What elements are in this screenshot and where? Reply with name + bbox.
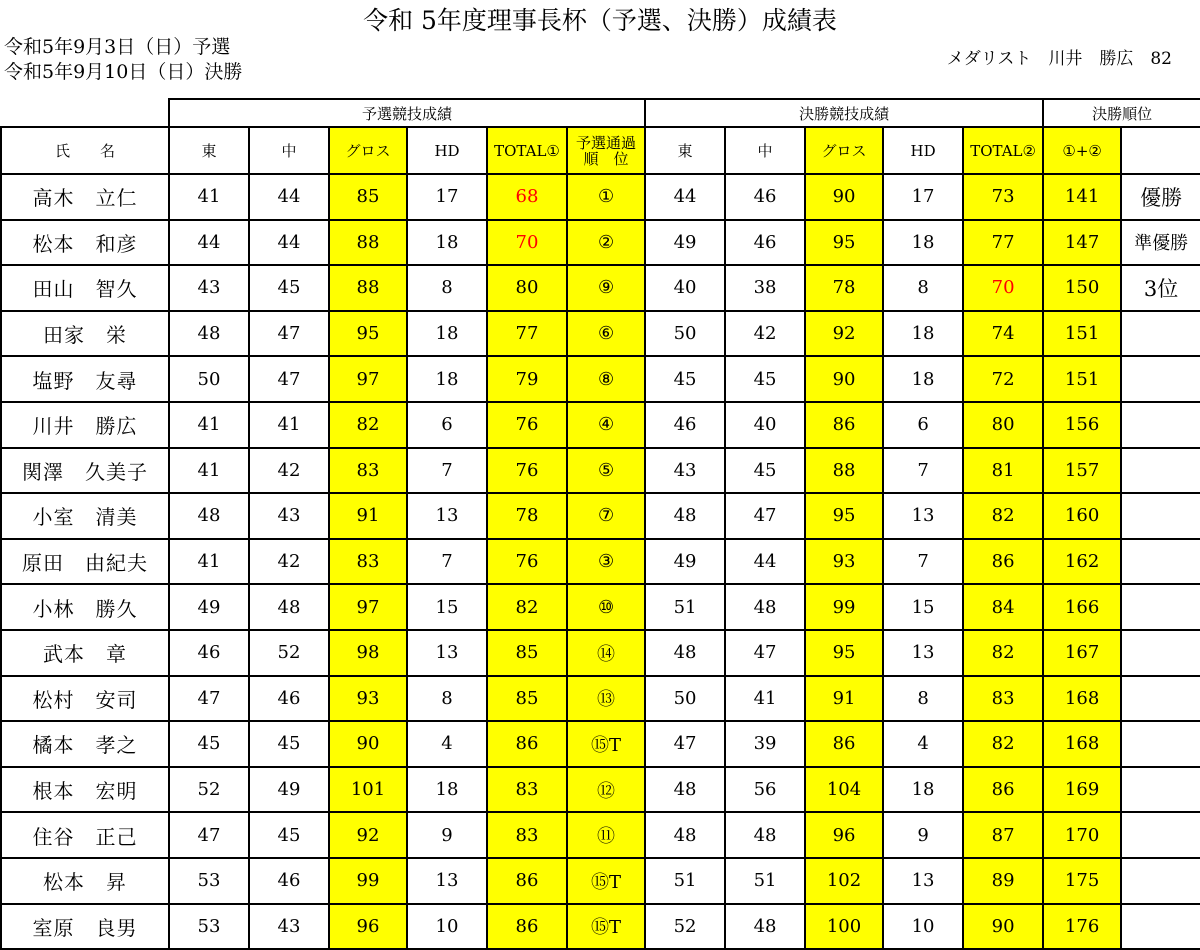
cell-final-middle: 41 [725,676,805,722]
cell-prelim-gross: 91 [329,493,407,539]
cell-pass-rank: ⑫ [567,767,645,813]
cell-pass-rank: ⑨ [567,265,645,311]
cell-name: 高木 立仁 [1,174,169,220]
cell-final-gross: 99 [805,584,883,630]
cell-pass-rank: ① [567,174,645,220]
cell-sum: 151 [1043,356,1121,402]
col-pass-rank-line2: 順 位 [583,149,629,168]
cell-name: 住谷 正己 [1,812,169,858]
cell-total2: 72 [963,356,1043,402]
cell-total2: 82 [963,493,1043,539]
cell-prelim-gross: 97 [329,356,407,402]
cell-prelim-gross: 83 [329,539,407,585]
cell-final-hd: 13 [883,858,963,904]
cell-prelim-gross: 83 [329,448,407,494]
cell-prelim-gross: 90 [329,721,407,767]
cell-prelim-east: 45 [169,721,249,767]
cell-final-hd: 10 [883,904,963,950]
cell-pass-rank: ⑬ [567,676,645,722]
cell-prelim-middle: 42 [249,448,329,494]
table-row [1,402,1200,448]
cell-total2: 82 [963,721,1043,767]
cell-final-east: 47 [645,721,725,767]
cell-name: 小林 勝久 [1,584,169,630]
cell-prelim-hd: 7 [407,539,487,585]
col-pass-rank-line1: 予選通過 [576,133,637,152]
cell-total2: 82 [963,630,1043,676]
table-row [1,493,1200,539]
cell-prelim-hd: 18 [407,220,487,266]
cell-final-east: 46 [645,402,725,448]
cell-final-middle: 45 [725,356,805,402]
cell-final-gross: 90 [805,356,883,402]
cell-pass-rank: ⑥ [567,311,645,357]
cell-pass-rank: ⑦ [567,493,645,539]
table-row [1,858,1200,904]
cell-pass-rank: ⑧ [567,356,645,402]
cell-name: 関澤 久美子 [1,448,169,494]
cell-final-east: 52 [645,904,725,950]
cell-prelim-middle: 45 [249,265,329,311]
cell-final-east: 50 [645,311,725,357]
table-row [1,356,1200,402]
cell-sum: 175 [1043,858,1121,904]
cell-prelim-hd: 9 [407,812,487,858]
cell-prelim-east: 48 [169,311,249,357]
cell-final-gross: 86 [805,721,883,767]
cell-final-middle: 42 [725,311,805,357]
cell-prelim-middle: 41 [249,402,329,448]
cell-name: 塩野 友尋 [1,356,169,402]
cell-prelim-middle: 49 [249,767,329,813]
cell-final-east: 48 [645,812,725,858]
cell-total2: 86 [963,767,1043,813]
col-final-hd: HD [883,127,963,174]
cell-prelim-hd: 13 [407,858,487,904]
cell-prelim-east: 46 [169,630,249,676]
cell-prelim-hd: 15 [407,584,487,630]
table-row [1,630,1200,676]
col-prelim-gross: グロス [329,127,407,174]
cell-prelim-middle: 48 [249,584,329,630]
cell-pass-rank: ⑮T [567,721,645,767]
table-row [1,265,1200,311]
cell-prelim-middle: 45 [249,812,329,858]
cell-award [1121,584,1200,630]
cell-final-gross: 90 [805,174,883,220]
cell-pass-rank: ③ [567,539,645,585]
cell-final-east: 49 [645,220,725,266]
cell-final-gross: 95 [805,493,883,539]
cell-prelim-gross: 96 [329,904,407,950]
table-row [1,721,1200,767]
cell-award [1121,676,1200,722]
cell-final-hd: 7 [883,539,963,585]
cell-final-hd: 15 [883,584,963,630]
cell-name: 川井 勝広 [1,402,169,448]
cell-prelim-middle: 47 [249,356,329,402]
cell-final-east: 51 [645,858,725,904]
cell-award [1121,630,1200,676]
col-award [1121,127,1200,174]
cell-prelim-hd: 17 [407,174,487,220]
cell-prelim-hd: 6 [407,402,487,448]
cell-prelim-east: 43 [169,265,249,311]
column-header-row [1,127,1200,174]
cell-prelim-hd: 13 [407,630,487,676]
cell-total1: 86 [487,858,567,904]
cell-award [1121,448,1200,494]
cell-award [1121,812,1200,858]
cell-final-gross: 78 [805,265,883,311]
cell-final-middle: 47 [725,630,805,676]
cell-total1: 76 [487,402,567,448]
cell-final-middle: 48 [725,584,805,630]
cell-final-gross: 86 [805,402,883,448]
cell-pass-rank: ⑮T [567,858,645,904]
cell-prelim-gross: 93 [329,676,407,722]
cell-final-hd: 13 [883,630,963,676]
cell-total1: 70 [487,220,567,266]
cell-sum: 141 [1043,174,1121,220]
cell-prelim-east: 47 [169,676,249,722]
table-row [1,174,1200,220]
cell-total1: 78 [487,493,567,539]
cell-prelim-hd: 8 [407,676,487,722]
cell-final-hd: 18 [883,220,963,266]
cell-sum: 176 [1043,904,1121,950]
cell-final-gross: 95 [805,630,883,676]
cell-final-gross: 91 [805,676,883,722]
cell-prelim-middle: 44 [249,174,329,220]
cell-total2: 84 [963,584,1043,630]
cell-name: 室原 良男 [1,904,169,950]
cell-total1: 68 [487,174,567,220]
cell-final-hd: 18 [883,356,963,402]
cell-prelim-east: 44 [169,220,249,266]
cell-final-east: 40 [645,265,725,311]
cell-pass-rank: ⑤ [567,448,645,494]
cell-final-middle: 46 [725,174,805,220]
group-header-blank [1,99,169,127]
cell-award [1121,311,1200,357]
cell-prelim-middle: 43 [249,904,329,950]
table-row [1,676,1200,722]
cell-sum: 167 [1043,630,1121,676]
cell-award [1121,402,1200,448]
cell-total2: 81 [963,448,1043,494]
cell-final-gross: 95 [805,220,883,266]
cell-final-middle: 48 [725,904,805,950]
cell-final-east: 49 [645,539,725,585]
cell-final-hd: 17 [883,174,963,220]
cell-prelim-hd: 8 [407,265,487,311]
cell-final-hd: 7 [883,448,963,494]
cell-award: 3位 [1121,265,1200,311]
cell-sum: 168 [1043,676,1121,722]
cell-prelim-hd: 4 [407,721,487,767]
col-final-middle: 中 [725,127,805,174]
cell-prelim-gross: 95 [329,311,407,357]
cell-sum: 162 [1043,539,1121,585]
cell-total2: 89 [963,858,1043,904]
cell-sum: 150 [1043,265,1121,311]
cell-final-east: 45 [645,356,725,402]
cell-award [1121,493,1200,539]
cell-final-middle: 51 [725,858,805,904]
cell-sum: 166 [1043,584,1121,630]
cell-total1: 83 [487,812,567,858]
cell-final-hd: 9 [883,812,963,858]
table-row [1,311,1200,357]
cell-prelim-east: 41 [169,174,249,220]
cell-total1: 76 [487,448,567,494]
cell-total2: 80 [963,402,1043,448]
cell-sum: 156 [1043,402,1121,448]
cell-total1: 85 [487,676,567,722]
cell-final-east: 48 [645,493,725,539]
cell-prelim-east: 50 [169,356,249,402]
table-row [1,220,1200,266]
col-final-gross: グロス [805,127,883,174]
cell-prelim-east: 52 [169,767,249,813]
cell-name: 田山 智久 [1,265,169,311]
cell-sum: 160 [1043,493,1121,539]
cell-final-gross: 93 [805,539,883,585]
cell-prelim-east: 48 [169,493,249,539]
cell-final-gross: 88 [805,448,883,494]
cell-final-middle: 44 [725,539,805,585]
cell-name: 松本 和彦 [1,220,169,266]
cell-prelim-hd: 10 [407,904,487,950]
col-pass-rank [567,127,645,174]
cell-prelim-hd: 18 [407,311,487,357]
results-table [0,98,1200,950]
cell-final-middle: 39 [725,721,805,767]
cell-prelim-east: 41 [169,448,249,494]
cell-total1: 79 [487,356,567,402]
cell-sum: 151 [1043,311,1121,357]
table-row [1,767,1200,813]
cell-name: 松村 安司 [1,676,169,722]
cell-total1: 77 [487,311,567,357]
cell-final-east: 43 [645,448,725,494]
cell-pass-rank: ⑪ [567,812,645,858]
cell-total1: 82 [487,584,567,630]
cell-final-hd: 13 [883,493,963,539]
cell-final-middle: 45 [725,448,805,494]
group-rank-header: 決勝順位 [1043,99,1200,127]
col-sum: ①+② [1043,127,1121,174]
cell-final-east: 50 [645,676,725,722]
group-header-row [1,99,1200,127]
cell-final-hd: 8 [883,265,963,311]
cell-final-gross: 100 [805,904,883,950]
cell-sum: 168 [1043,721,1121,767]
cell-pass-rank: ⑭ [567,630,645,676]
cell-prelim-east: 53 [169,904,249,950]
cell-sum: 157 [1043,448,1121,494]
cell-final-middle: 40 [725,402,805,448]
cell-total2: 77 [963,220,1043,266]
table-row [1,812,1200,858]
cell-name: 根本 宏明 [1,767,169,813]
cell-prelim-gross: 85 [329,174,407,220]
cell-final-middle: 38 [725,265,805,311]
cell-final-hd: 18 [883,767,963,813]
cell-award [1121,858,1200,904]
cell-award [1121,539,1200,585]
cell-total2: 70 [963,265,1043,311]
cell-award: 優勝 [1121,174,1200,220]
cell-prelim-gross: 88 [329,220,407,266]
cell-prelim-gross: 88 [329,265,407,311]
cell-prelim-gross: 101 [329,767,407,813]
page-title: 令和 5年度理事長杯（予選、決勝）成績表 [363,6,837,35]
cell-sum: 169 [1043,767,1121,813]
cell-sum: 147 [1043,220,1121,266]
cell-total1: 86 [487,904,567,950]
cell-award: 準優勝 [1121,220,1200,266]
cell-final-gross: 96 [805,812,883,858]
cell-total2: 83 [963,676,1043,722]
cell-name: 田家 栄 [1,311,169,357]
table-row [1,448,1200,494]
cell-pass-rank: ④ [567,402,645,448]
cell-final-middle: 47 [725,493,805,539]
cell-total1: 80 [487,265,567,311]
cell-prelim-east: 41 [169,539,249,585]
cell-prelim-hd: 18 [407,767,487,813]
cell-total1: 85 [487,630,567,676]
cell-prelim-middle: 46 [249,858,329,904]
cell-final-gross: 104 [805,767,883,813]
cell-prelim-east: 49 [169,584,249,630]
cell-prelim-hd: 7 [407,448,487,494]
cell-prelim-east: 41 [169,402,249,448]
group-prelim-header: 予選競技成績 [169,99,645,127]
col-final-east: 東 [645,127,725,174]
final-date: 令和5年9月10日（日）決勝 [4,61,243,83]
cell-name: 武本 章 [1,630,169,676]
cell-total2: 87 [963,812,1043,858]
cell-prelim-gross: 82 [329,402,407,448]
cell-prelim-middle: 44 [249,220,329,266]
cell-total2: 73 [963,174,1043,220]
cell-prelim-gross: 98 [329,630,407,676]
cell-prelim-middle: 47 [249,311,329,357]
cell-final-gross: 102 [805,858,883,904]
cell-name: 小室 清美 [1,493,169,539]
cell-prelim-gross: 97 [329,584,407,630]
prelim-date: 令和5年9月3日（日）予選 [4,36,231,58]
cell-total1: 76 [487,539,567,585]
cell-prelim-middle: 43 [249,493,329,539]
col-name: 氏 名 [1,127,169,174]
cell-final-east: 44 [645,174,725,220]
cell-prelim-middle: 46 [249,676,329,722]
cell-name: 橘本 孝之 [1,721,169,767]
cell-prelim-hd: 18 [407,356,487,402]
col-prelim-middle: 中 [249,127,329,174]
cell-prelim-gross: 99 [329,858,407,904]
cell-prelim-middle: 45 [249,721,329,767]
cell-prelim-middle: 42 [249,539,329,585]
col-total1: TOTAL① [487,127,567,174]
table-row [1,584,1200,630]
cell-final-hd: 8 [883,676,963,722]
cell-award [1121,721,1200,767]
cell-name: 松本 昇 [1,858,169,904]
cell-final-east: 51 [645,584,725,630]
cell-final-middle: 46 [725,220,805,266]
cell-final-hd: 18 [883,311,963,357]
cell-final-middle: 48 [725,812,805,858]
cell-final-hd: 6 [883,402,963,448]
col-prelim-hd: HD [407,127,487,174]
table-row [1,904,1200,950]
cell-award [1121,767,1200,813]
cell-prelim-gross: 92 [329,812,407,858]
cell-total2: 90 [963,904,1043,950]
cell-total1: 83 [487,767,567,813]
medalist-label: メダリスト 川井 勝広 82 [946,49,1172,69]
cell-award [1121,904,1200,950]
cell-name: 原田 由紀夫 [1,539,169,585]
table-row [1,539,1200,585]
cell-total2: 86 [963,539,1043,585]
cell-final-middle: 56 [725,767,805,813]
col-prelim-east: 東 [169,127,249,174]
cell-final-gross: 92 [805,311,883,357]
cell-prelim-middle: 52 [249,630,329,676]
cell-total2: 74 [963,311,1043,357]
cell-total1: 86 [487,721,567,767]
cell-award [1121,356,1200,402]
cell-prelim-east: 53 [169,858,249,904]
cell-sum: 170 [1043,812,1121,858]
cell-pass-rank: ⑩ [567,584,645,630]
cell-final-east: 48 [645,630,725,676]
cell-pass-rank: ② [567,220,645,266]
cell-pass-rank: ⑮T [567,904,645,950]
cell-final-hd: 4 [883,721,963,767]
cell-prelim-hd: 13 [407,493,487,539]
cell-final-east: 48 [645,767,725,813]
cell-prelim-east: 47 [169,812,249,858]
group-final-header: 決勝競技成績 [645,99,1043,127]
col-total2: TOTAL② [963,127,1043,174]
